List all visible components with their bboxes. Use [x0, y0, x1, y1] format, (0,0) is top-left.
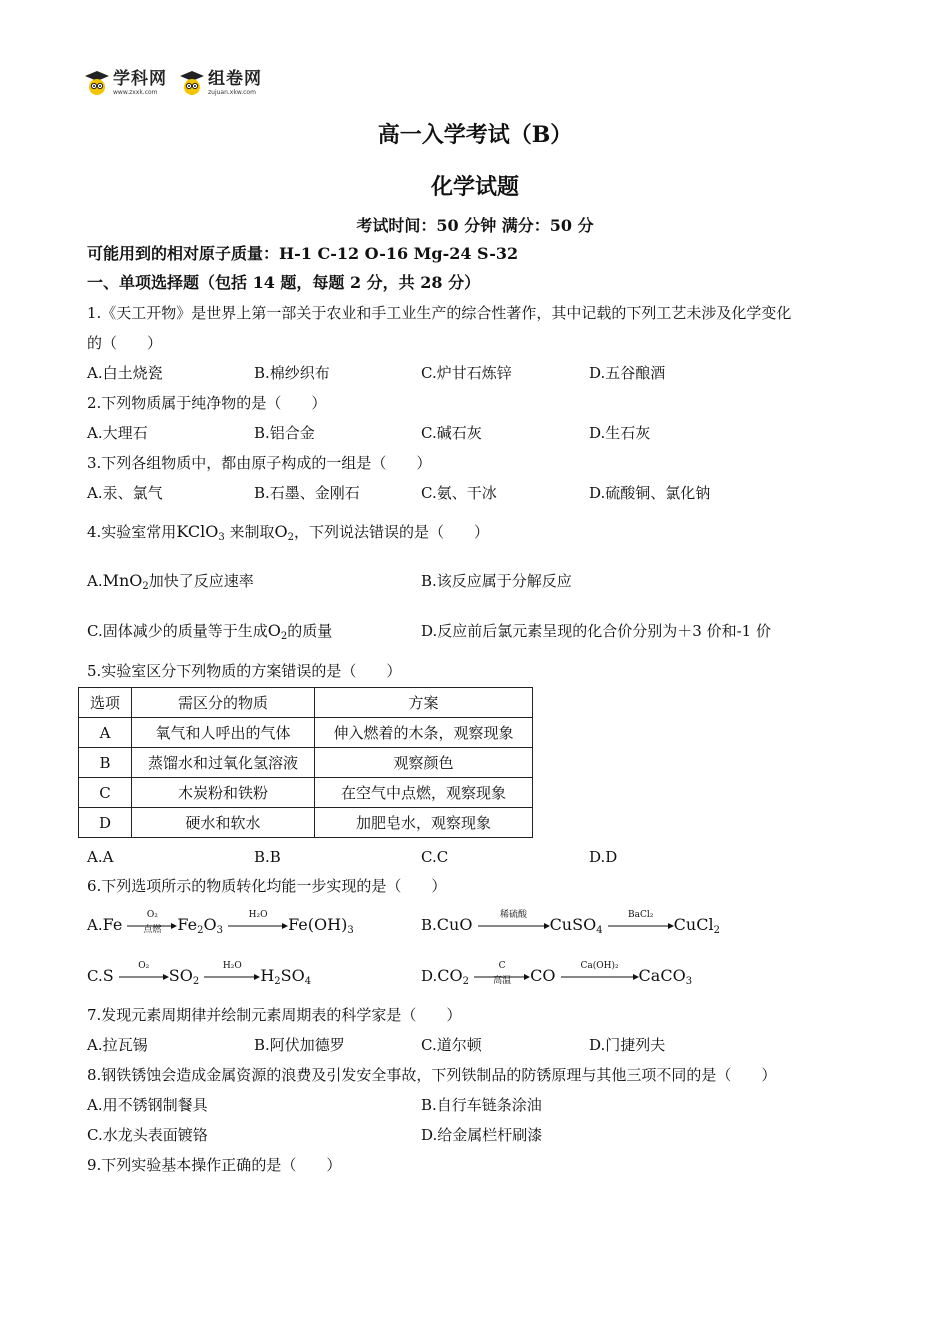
logo-zxxk[interactable]	[84, 70, 167, 96]
q7-option-d[interactable]: D.门捷列夫	[589, 1036, 666, 1054]
reaction-arrow	[478, 909, 550, 930]
formula-sub: 2	[142, 581, 149, 592]
table-cell: 氧气和人呼出的气体	[132, 718, 315, 748]
table-cell: C	[79, 778, 132, 808]
section-heading: 一、单项选择题（包括 14 题，每题 2 分，共 28 分）	[87, 273, 481, 292]
q5-table	[78, 687, 533, 838]
table-header: 选项	[79, 688, 132, 718]
q3-stem: 3.下列各组物质中，都由原子构成的一组是（ ）	[87, 454, 432, 472]
table-row	[79, 718, 533, 748]
formula: Fe	[102, 915, 123, 934]
q5-option-d[interactable]: D.D	[589, 848, 618, 866]
table-cell: D	[79, 808, 132, 838]
q6-stem: 6.下列选项所示的物质转化均能一步实现的是（ ）	[87, 877, 447, 895]
formula: H	[260, 966, 275, 985]
formula-sub: 2	[462, 976, 469, 987]
arrow-right-icon	[119, 973, 169, 981]
formula-sub: 3	[218, 532, 225, 543]
q8-option-a[interactable]: A.用不锈钢制餐具	[87, 1096, 208, 1114]
table-cell: B	[79, 748, 132, 778]
arrow-condition: 高温	[493, 975, 512, 986]
arrow-condition: 稀硫酸	[500, 909, 528, 920]
formula-sub: 4	[304, 976, 312, 987]
exam-info: 考试时间：50 分钟 满分：50 分	[356, 216, 594, 235]
q7-stem: 7.发现元素周期律并绘制元素周期表的科学家是（ ）	[87, 1006, 462, 1024]
reaction-arrow	[561, 960, 639, 981]
arrow-condition: C	[498, 960, 506, 971]
q2-option-b[interactable]: B.铝合金	[254, 424, 315, 442]
q6-option-a[interactable]	[87, 909, 354, 936]
option-label: A.	[87, 916, 103, 934]
formula-o2: O	[267, 621, 281, 640]
table-row	[79, 808, 533, 838]
reaction-arrow	[608, 909, 674, 930]
q2-option-c[interactable]: C.碱石灰	[421, 424, 482, 442]
q8-option-c[interactable]: C.水龙头表面镀铬	[87, 1126, 208, 1144]
atomic-masses: 可能用到的相对原子质量：H-1 C-12 O-16 Mg-24 S-32	[87, 244, 519, 263]
arrow-right-icon	[608, 922, 674, 930]
logo-url: zujuan.xkw.com	[208, 88, 256, 96]
arrow-condition: Ca(OH)₂	[580, 960, 619, 971]
q6-option-d[interactable]	[421, 960, 693, 987]
q1-stem-line1: 1.《天工开物》是世界上第一部关于农业和手工业生产的综合性著作，其中记载的下列工艺未涉及化学变化	[87, 304, 792, 322]
formula: S	[102, 966, 114, 985]
q3-option-b[interactable]: B.石墨、金刚石	[254, 484, 360, 502]
formula: Fe	[177, 915, 198, 934]
formula-sub: 2	[280, 631, 288, 642]
arrow-right-icon	[228, 922, 288, 930]
formula: CuO	[436, 915, 473, 934]
q7-option-a[interactable]: A.拉瓦锡	[87, 1036, 148, 1054]
table-cell: 蒸馏水和过氧化氢溶液	[132, 748, 315, 778]
formula-sub: 2	[713, 925, 720, 936]
formula-sub: 3	[685, 976, 693, 987]
option-text: 加快了反应速率	[148, 572, 254, 590]
q6-option-b[interactable]	[421, 909, 720, 936]
table-cell: A	[79, 718, 132, 748]
formula-o2: O	[274, 522, 288, 541]
option-label: B.	[421, 916, 437, 934]
formula: CuSO	[549, 915, 597, 934]
q4-stem-post: ，下列说法错误的是（ ）	[293, 523, 489, 541]
table-row	[79, 748, 533, 778]
arrow-condition: H₂O	[222, 960, 242, 971]
q1-option-d[interactable]: D.五谷酿酒	[589, 364, 666, 382]
reaction-arrow	[474, 960, 530, 986]
q4-stem-pre: 4.实验室常用	[87, 523, 177, 541]
mascot-icon	[179, 70, 205, 96]
table-cell: 在空气中点燃，观察现象	[315, 778, 533, 808]
q2-option-d[interactable]: D.生石灰	[589, 424, 651, 442]
q5-option-a[interactable]: A.A	[87, 848, 114, 866]
q1-option-c[interactable]: C.炉甘石炼锌	[421, 364, 512, 382]
formula-sub: 2	[192, 976, 200, 987]
formula: Fe(OH)	[288, 915, 348, 934]
formula: CO	[437, 966, 463, 985]
arrow-right-icon	[561, 973, 639, 981]
q4-option-c[interactable]	[87, 621, 332, 641]
arrow-condition: 点燃	[143, 924, 162, 935]
logo-url: www.zxxk.com	[113, 88, 158, 96]
q1-option-a[interactable]: A.白土烧瓷	[87, 364, 163, 382]
q7-option-b[interactable]: B.阿伏加德罗	[254, 1036, 345, 1054]
q2-option-a[interactable]: A.大理石	[87, 424, 148, 442]
formula-sub: 2	[274, 976, 281, 987]
q1-stem-line2: 的（ ）	[87, 334, 163, 352]
header-logos	[84, 70, 262, 96]
q4-option-a[interactable]	[87, 571, 254, 591]
option-label: C.	[87, 967, 103, 985]
arrow-condition: O₂	[138, 960, 150, 971]
q5-stem: 5.实验室区分下列物质的方案错误的是（ ）	[87, 662, 402, 680]
formula-sub: 3	[216, 925, 223, 936]
table-header: 方案	[315, 688, 533, 718]
formula: O	[203, 915, 217, 934]
q4-stem	[87, 522, 489, 542]
logo-name: 学科网	[113, 68, 167, 89]
option-text: C.固体减少的质量等于生成	[87, 622, 268, 640]
mascot-icon	[84, 70, 110, 96]
arrow-right-icon	[478, 922, 550, 930]
formula: CO	[530, 966, 556, 985]
table-cell: 伸入燃着的木条，观察现象	[315, 718, 533, 748]
q5-option-b[interactable]: B.B	[254, 848, 281, 866]
arrow-condition: H₂O	[248, 909, 268, 920]
formula-sub: 2	[197, 925, 204, 936]
logo-name: 组卷网	[208, 68, 262, 89]
q3-option-d[interactable]: D.硫酸铜、氯化钠	[589, 484, 711, 502]
formula-mno2: MnO	[102, 571, 143, 590]
reaction-arrow	[127, 909, 177, 935]
table-cell: 观察颜色	[315, 748, 533, 778]
q7-option-c[interactable]: C.道尔顿	[421, 1036, 482, 1054]
q4-stem-mid: 来制取	[229, 523, 275, 541]
q8-stem: 8.钢铁锈蚀会造成金属资源的浪费及引发安全事故，下列铁制品的防锈原理与其他三项不同的是（ ）	[87, 1066, 777, 1084]
arrow-right-icon	[204, 973, 260, 981]
formula-kclo3: KClO	[176, 522, 219, 541]
formula: CuCl	[673, 915, 714, 934]
q3-option-c[interactable]: C.氨、干冰	[421, 484, 497, 502]
table-header: 需区分的物质	[132, 688, 315, 718]
q6-option-c[interactable]	[87, 960, 312, 987]
formula: SO	[168, 966, 193, 985]
formula: CaCO	[638, 966, 686, 985]
q4-option-b[interactable]: B.该反应属于分解反应	[421, 572, 572, 590]
option-label: D.	[421, 967, 438, 985]
q1-option-b[interactable]: B.棉纱织布	[254, 364, 330, 382]
reaction-arrow	[119, 960, 169, 981]
formula-sub: 3	[347, 925, 354, 936]
logo-zujuan[interactable]	[179, 70, 262, 96]
q5-option-c[interactable]: C.C	[421, 848, 449, 866]
table-cell: 木炭粉和铁粉	[132, 778, 315, 808]
arrow-condition: BaCl₂	[627, 909, 654, 920]
option-label: A.	[87, 572, 103, 590]
reaction-arrow	[228, 909, 288, 930]
q3-option-a[interactable]: A.汞、氯气	[87, 484, 163, 502]
table-cell: 硬水和软水	[132, 808, 315, 838]
q8-option-b[interactable]: B.自行车链条涂油	[421, 1096, 542, 1114]
exam-title: 高一入学考试（B）	[377, 122, 573, 148]
q8-option-d[interactable]: D.给金属栏杆刷漆	[421, 1126, 543, 1144]
option-text: 的质量	[287, 622, 333, 640]
table-row	[79, 778, 533, 808]
q2-stem: 2.下列物质属于纯净物的是（ ）	[87, 394, 327, 412]
formula: SO	[280, 966, 305, 985]
q4-option-d[interactable]: D.反应前后氯元素呈现的化合价分别为＋3 价和-1 价	[421, 622, 771, 640]
formula-sub: 2	[287, 532, 294, 543]
table-header-row	[79, 688, 533, 718]
arrow-condition: O₂	[146, 909, 158, 920]
formula-sub: 4	[596, 925, 603, 936]
table-cell: 加肥皂水，观察现象	[315, 808, 533, 838]
exam-subtitle: 化学试题	[430, 174, 519, 200]
reaction-arrow	[204, 960, 260, 981]
q9-stem: 9.下列实验基本操作正确的是（ ）	[87, 1156, 342, 1174]
